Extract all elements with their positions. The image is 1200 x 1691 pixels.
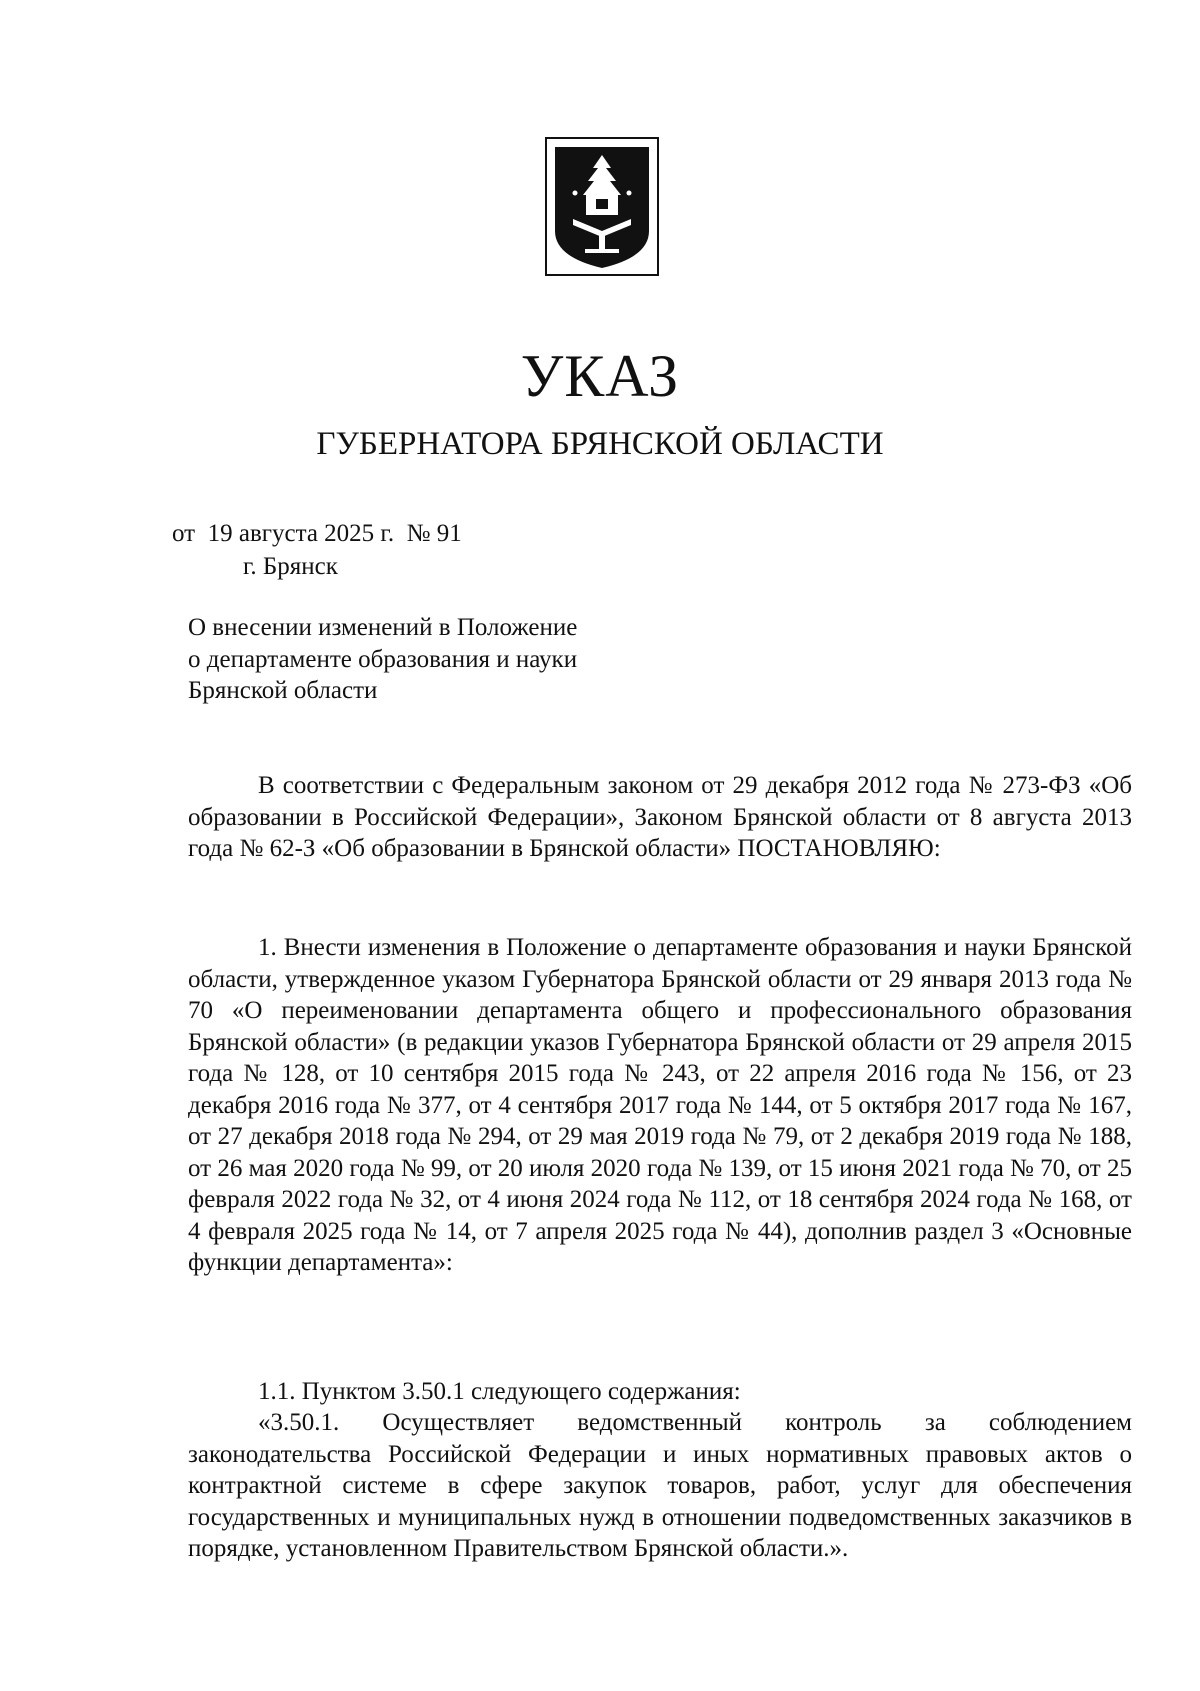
document-issuer: ГУБЕРНАТОРА БРЯНСКОЙ ОБЛАСТИ xyxy=(316,426,884,462)
heading-line: Брянской области xyxy=(188,677,378,704)
item-3-50-1-quote: «3.50.1. Осуществляет ведомственный контроль за соблюдением законодательства Российской Федерации и иных нормативных правовых актов о контрактной системе в сфере закупок товаров, работ, услуг для обеспечения государственных и муниципальных нужд в отношении подведомственных заказчиков в порядке, установленном Правительством Брянской области.». xyxy=(188,1409,1132,1562)
document-heading xyxy=(188,612,688,707)
document-city: г. Брянск xyxy=(243,553,338,580)
item-1-1-paragraph: 1.1. Пунктом 3.50.1 следующего содержания: xyxy=(258,1378,741,1405)
document-date-number: от 19 августа 2025 г. № 91 xyxy=(172,520,462,547)
heading-line: О внесении изменений в Положение xyxy=(188,614,578,641)
item-1-paragraph: 1. Внести изменения в Положение о департаменте образования и науки Брянской области, утвержденное указом Губернатора Брянской области от 29 января 2013 года № 70 «О переименовании департамента общего и профессионального образования Брянской области» (в редакции указов Губернатора Брянской области от 29 апреля 2015 года № 128, от 10 сентября 2015 года № 243, от 22 апреля 2016 года № 156, от 23 декабря 2016 года № 377, от 4 сентября 2017 года № 144, от 5 октября 2017 года № 167, от 27 декабря 2018 года № 294, от 29 мая 2019 года № 79, от 2 декабря 2019 года № 188, от 26 мая 2020 года № 99, от 20 июля 2020 года № 139, от 15 июня 2021 года № 70, от 25 февраля 2022 года № 32, от 4 июня 2024 года № 112, от 18 сентября 2024 года № 168, от 4 февраля 2025 года № 14, от 7 апреля 2025 года № 44), дополнив раздел 3 «Основные функции департамента»: xyxy=(188,934,1132,1276)
heading-line: о департаменте образования и науки xyxy=(188,645,578,673)
coat-of-arms-icon xyxy=(545,137,659,276)
preamble-paragraph: В соответствии с Федеральным законом от 29 декабря 2012 года № 273-ФЗ «Об образовании в Российской Федерации», Законом Брянской области от 8 августа 2013 года № 62-З «Об образовании в Брянской области» ПОСТАНОВЛЯЮ: xyxy=(188,772,1132,862)
document-title: УКАЗ xyxy=(520,343,680,409)
